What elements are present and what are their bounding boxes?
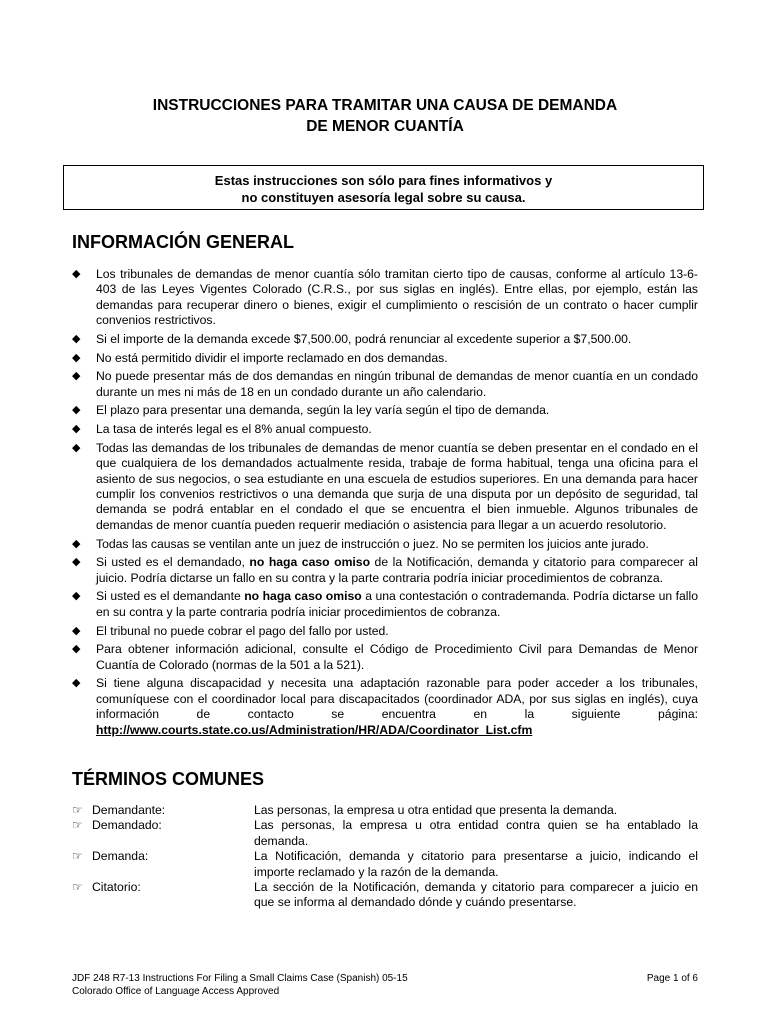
list-item — [72, 403, 698, 418]
term-definition: La sección de la Notificación, demanda y citatorio para comparecer a juicio en que se informa al demandado dónde y cuándo presentarse. — [254, 880, 698, 910]
diamond-bullet-icon: ◆ — [72, 556, 81, 569]
list-item-text: Los tribunales de demandas de menor cuantía sólo tramitan cierto tipo de causas, conforme al artículo 13-6-403 de las Leyes Vigentes Colorado (C.R.S., por sus siglas en inglés). Entre ellas, por ejemplo, están las demandas para recuperar dinero o bienes, exigir el cumplimiento o rescisión de un contrato o hacer cumplir convenios restrictivos. — [96, 267, 698, 328]
page-title-line2: DE MENOR CUANTÍA — [306, 118, 464, 135]
term-label — [72, 803, 254, 818]
diamond-bullet-icon: ◆ — [72, 677, 81, 690]
term-row — [72, 880, 698, 911]
list-item-text: No está permitido dividir el importe reclamado en dos demandas. — [96, 350, 448, 365]
term-label — [72, 849, 254, 880]
list-item — [72, 555, 698, 586]
diamond-bullet-icon: ◆ — [72, 624, 81, 637]
term-name: Demandante: — [92, 803, 166, 817]
disclaimer-box — [63, 165, 704, 210]
list-item — [72, 676, 698, 738]
list-item-text: El plazo para presentar una demanda, según la ley varía según el tipo de demanda. — [96, 403, 550, 418]
list-item — [72, 351, 698, 366]
list-item — [72, 422, 698, 437]
term-label — [72, 880, 254, 911]
approval-note: Colorado Office of Language Access Approved — [72, 985, 280, 997]
term-row — [72, 803, 698, 818]
list-item-text: La tasa de interés legal es el 8% anual compuesto. — [96, 422, 372, 437]
pointing-hand-icon: ☞ — [72, 803, 83, 817]
list-item-text: Todas las causas se ventilan ante un juez de instrucción o juez. No se permiten los juicios ante jurado. — [96, 536, 649, 551]
list-item — [72, 369, 698, 400]
general-info-heading: INFORMACIÓN GENERAL — [72, 232, 294, 252]
list-item-text-cont: a una contestación o contrademanda. Podría dictarse un fallo en su contra y la parte contraria podría iniciar procedimientos de cobranza. — [96, 589, 699, 619]
list-item — [72, 332, 698, 347]
page-title — [0, 95, 770, 137]
diamond-bullet-icon: ◆ — [72, 370, 81, 383]
term-definition: Las personas, la empresa u otra entidad que presenta la demanda. — [254, 803, 618, 817]
diamond-bullet-icon: ◆ — [72, 404, 81, 417]
pointing-hand-icon: ☞ — [72, 849, 83, 864]
diamond-bullet-icon: ◆ — [72, 268, 81, 280]
emphasis-text: no haga caso omiso — [244, 589, 362, 604]
diamond-bullet-icon: ◆ — [72, 332, 81, 345]
disclaimer-line1: Estas instrucciones son sólo para fines informativos y — [214, 173, 553, 188]
list-item-text: Si tiene alguna discapacidad y necesita una adaptación razonable para poder acceder a los tribunales, comuníquese con el coordinador local para discapacitados (coordinador ADA, por sus siglas en inglés), cuya información de contacto se encuentra en la siguiente página: — [96, 676, 698, 722]
list-item — [72, 589, 698, 620]
term-definition: Las personas, la empresa u otra entidad contra quien se ha entablado la demanda. — [254, 818, 698, 848]
list-item-text: Si usted es el demandante — [96, 589, 245, 604]
list-item-text: Si usted es el demandado, — [96, 555, 250, 570]
term-name: Demanda: — [92, 849, 149, 864]
footer-left — [72, 973, 408, 998]
term-label — [72, 818, 254, 849]
common-terms-heading: TÉRMINOS COMUNES — [72, 769, 265, 789]
diamond-bullet-icon: ◆ — [72, 643, 81, 656]
list-item — [72, 537, 698, 552]
list-item — [72, 642, 698, 673]
diamond-bullet-icon: ◆ — [72, 537, 81, 550]
list-item-text: Todas las demandas de los tribunales de demandas de menor cuantía se deben presentar en el condado en el que cualquiera de los demandados actualmente resida, trabaje de forma habitual, tenga una oficina para el asiento de sus negocios, o sea estudiante en una escuela de estudios superiores. En una demanda para hacer cumplir los convenios restrictivos o una demanda que surja de una disputa por un depósito de seguridad, tal demanda se podrá entablar en el condado el que se encuentra el bien inmueble. Algunos tribunales de demandas de menor cuantía pueden requerir mediación o asistencia para llegar a un acuerdo resolutorio. — [96, 440, 698, 532]
diamond-bullet-icon: ◆ — [72, 423, 81, 436]
pointing-hand-icon: ☞ — [72, 880, 83, 895]
page-number: Page 1 of 6 — [646, 973, 698, 984]
term-row — [72, 849, 698, 880]
page-title-line1: INSTRUCCIONES PARA TRAMITAR UNA CAUSA DE DEMANDA — [152, 97, 618, 114]
list-item-text: No puede presentar más de dos demandas en ningún tribunal de demandas de menor cuantía en un condado durante un mes ni más de 18 en un condado durante un año calendario. — [96, 369, 698, 399]
ada-coordinator-link[interactable]: http://www.courts.state.co.us/Administration/HR/ADA/Coordinator_List.cfm — [96, 722, 533, 737]
term-definition: La Notificación, demanda y citatorio para presentarse a juicio, indicando el importe reclamado y la razón de la demanda. — [254, 849, 698, 879]
list-item — [72, 441, 698, 533]
disclaimer-line2: no constituyen asesoría legal sobre su causa. — [241, 189, 526, 205]
term-name: Demandado: — [92, 818, 162, 833]
list-item — [72, 624, 698, 639]
list-item — [72, 267, 698, 329]
pointing-hand-icon: ☞ — [72, 818, 83, 833]
diamond-bullet-icon: ◆ — [72, 441, 81, 454]
general-info-list — [72, 267, 698, 741]
list-item-text: El tribunal no puede cobrar el pago del fallo por usted. — [96, 623, 389, 638]
diamond-bullet-icon: ◆ — [72, 351, 81, 364]
common-terms-list — [72, 803, 698, 911]
term-name: Citatorio: — [92, 880, 141, 895]
diamond-bullet-icon: ◆ — [72, 590, 81, 603]
list-item-text-cont: de la Notificación, demanda y citatorio para comparecer al juicio. Podría dictarse un fallo en su contra y la parte contraria podría iniciar procedimientos de cobranza. — [96, 555, 699, 585]
form-id: JDF 248 R7-13 Instructions For Filing a Small Claims Case (Spanish) 05-15 — [72, 973, 408, 984]
list-item-text: Si el importe de la demanda excede $7,500.00, podrá renunciar al excedente superior a $7,500.00. — [96, 331, 632, 346]
emphasis-text: no haga caso omiso — [249, 555, 371, 570]
term-row — [72, 818, 698, 849]
list-item-text: Para obtener información adicional, consulte el Código de Procedimiento Civil para Demandas de Menor Cuantía de Colorado (normas de la 501 a la 521). — [96, 642, 698, 672]
